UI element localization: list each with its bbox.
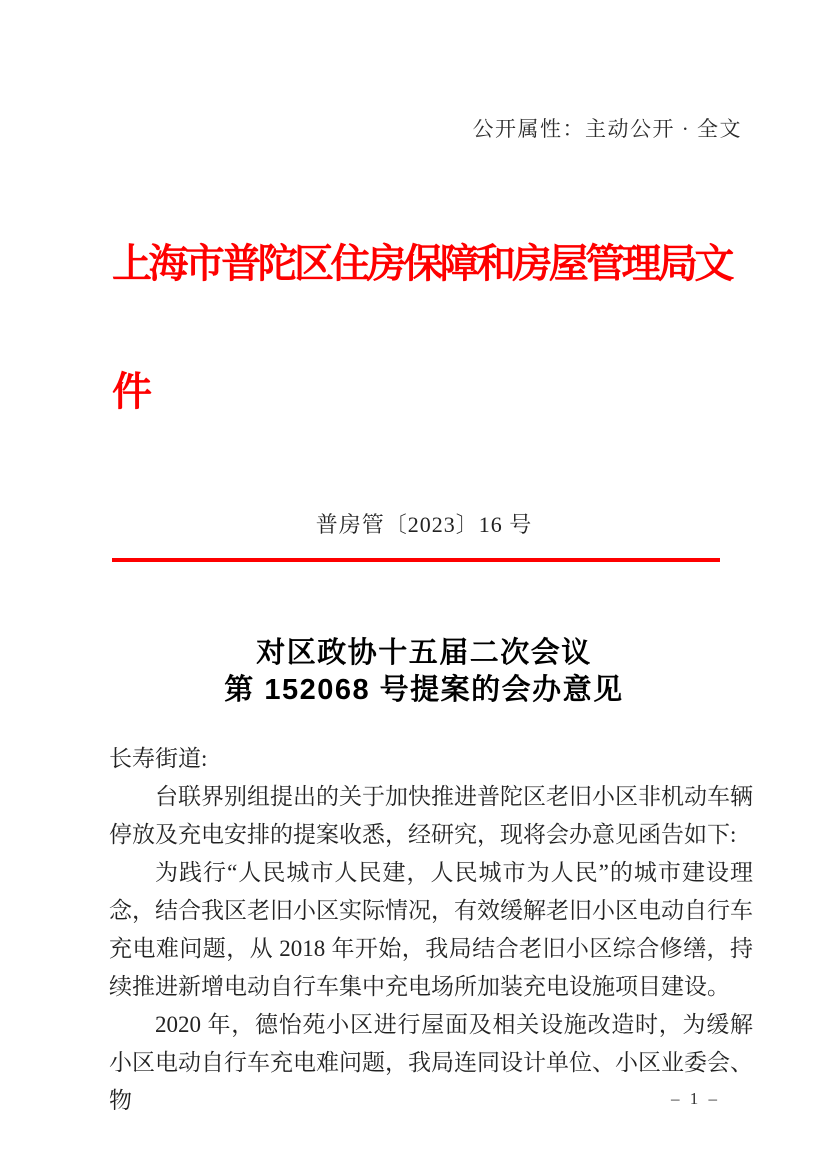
letterhead-divider-rule xyxy=(112,558,720,562)
body-paragraph: 台联界别组提出的关于加快推进普陀区老旧小区非机动车辆停放及充电安排的提案收悉，经研究，现将会办意见函告如下: xyxy=(109,784,753,847)
agency-letterhead-title: 上海市普陀区住房保障和房屋管理局文件 xyxy=(112,241,731,414)
body-paragraph: 2020 年，德怡苑小区进行屋面及相关设施改造时，为缓解小区电动自行车充电难问题，我局连同设计单位、小区业委会、物 xyxy=(109,1012,753,1113)
document-title xyxy=(109,635,739,709)
page-number: – 1 – xyxy=(671,1089,720,1108)
document-title-line2: 第 152068 号提案的会办意见 xyxy=(224,674,624,706)
document-title-line1: 对区政协十五届二次会议 xyxy=(256,637,592,669)
document-number: 普房管〔2023〕16 号 xyxy=(315,512,533,537)
salutation-line: 长寿街道: xyxy=(109,746,208,771)
document-body xyxy=(109,740,753,1120)
disclosure-attribute-label: 公开属性：主动公开 · 全文 xyxy=(472,117,742,141)
body-paragraph: 为践行“人民城市人民建，人民城市为人民”的城市建设理念，结合我区老旧小区实际情况，有效缓解老旧小区电动自行车充电难问题，从 2018 年开始，我局结合老旧小区综合修缮，持续推进新增电动自行车集中充电场所加装充电设施项目建设。 xyxy=(109,860,753,999)
